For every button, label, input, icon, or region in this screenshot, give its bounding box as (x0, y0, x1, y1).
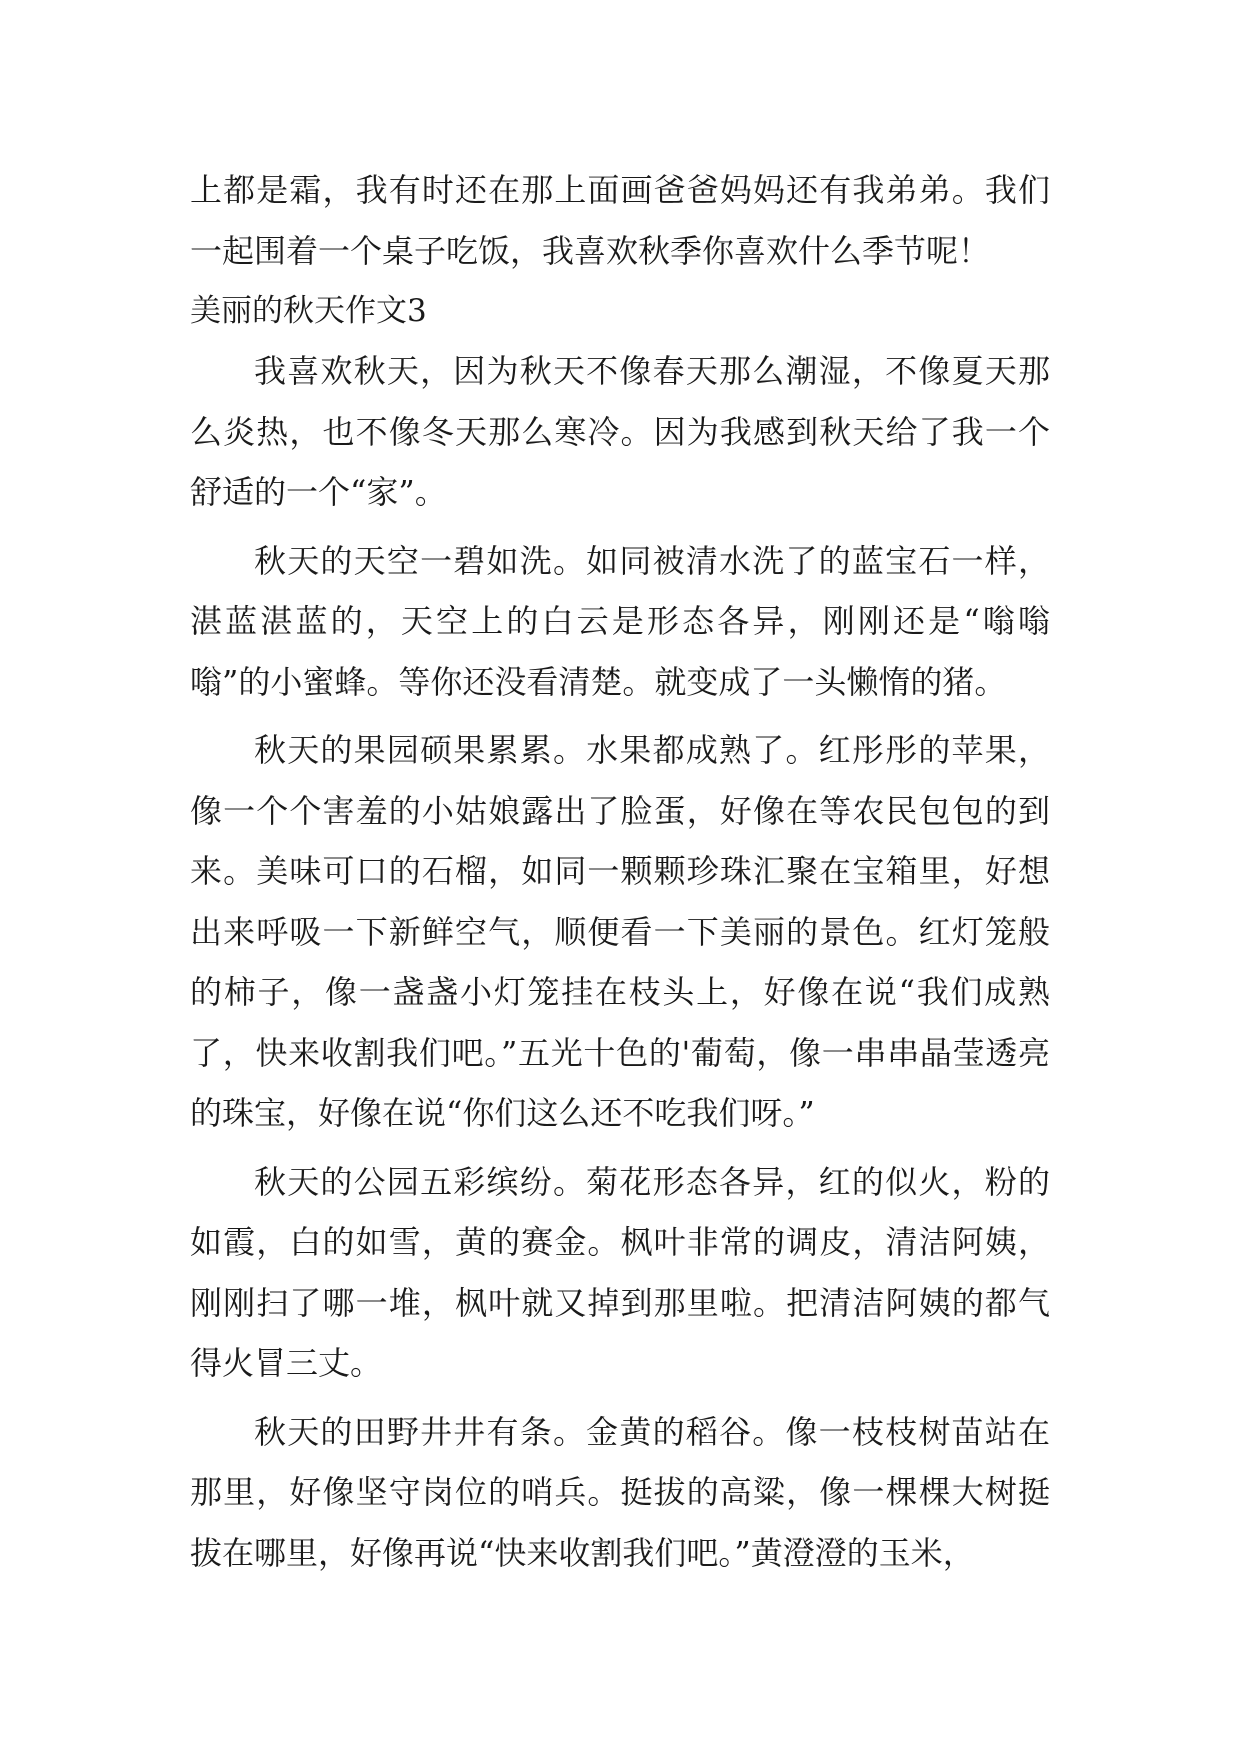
document-body (190, 160, 1050, 1583)
paragraph-2: 秋天的天空一碧如洗。如同被清水洗了的蓝宝石一样，湛蓝湛蓝的，天空上的白云是形态各异，刚刚还是“嗡嗡嗡”的小蜜蜂。等你还没看清楚。就变成了一头懒惰的猪。 (190, 541, 1050, 701)
section-title: 美丽的秋天作文3 (190, 293, 427, 329)
paragraph-5: 秋天的田野井井有条。金黄的稻谷。像一枝枝树苗站在那里，好像坚守岗位的哨兵。挺拔的高粱，像一棵棵大树挺拔在哪里，好像再说“快来收割我们吧。”黄澄澄的玉米， (190, 1412, 1050, 1572)
paragraph-4: 秋天的公园五彩缤纷。菊花形态各异，红的似火，粉的如霞，白的如雪，黄的赛金。枫叶非常的调皮，清洁阿姨，刚刚扫了哪一堆，枫叶就又掉到那里啦。把清洁阿姨的都气得火冒三丈。 (190, 1162, 1050, 1382)
paragraph-3: 秋天的果园硕果累累。水果都成熟了。红彤彤的苹果，像一个个害羞的小姑娘露出了脸蛋，好像在等农民包包的到来。美味可口的石榴，如同一颗颗珍珠汇聚在宝箱里，好想出来呼吸一下新鲜空气，顺便看一下美丽的景色。红灯笼般的柿子，像一盏盏小灯笼挂在枝头上，好像在说“我们成熟了，快来收割我们吧。”五光十色的'葡萄，像一串串晶莹透亮的珠宝，好像在说“你们这么还不吃我们呀。” (190, 731, 1050, 1132)
paragraph-1: 我喜欢秋天，因为秋天不像春天那么潮湿，不像夏天那么炎热，也不像冬天那么寒冷。因为我感到秋天给了我一个舒适的一个“家”。 (190, 352, 1050, 511)
intro-paragraph: 上都是霜，我有时还在那上面画爸爸妈妈还有我弟弟。我们一起围着一个桌子吃饭，我喜欢秋季你喜欢什么季节呢！ (190, 171, 1050, 270)
